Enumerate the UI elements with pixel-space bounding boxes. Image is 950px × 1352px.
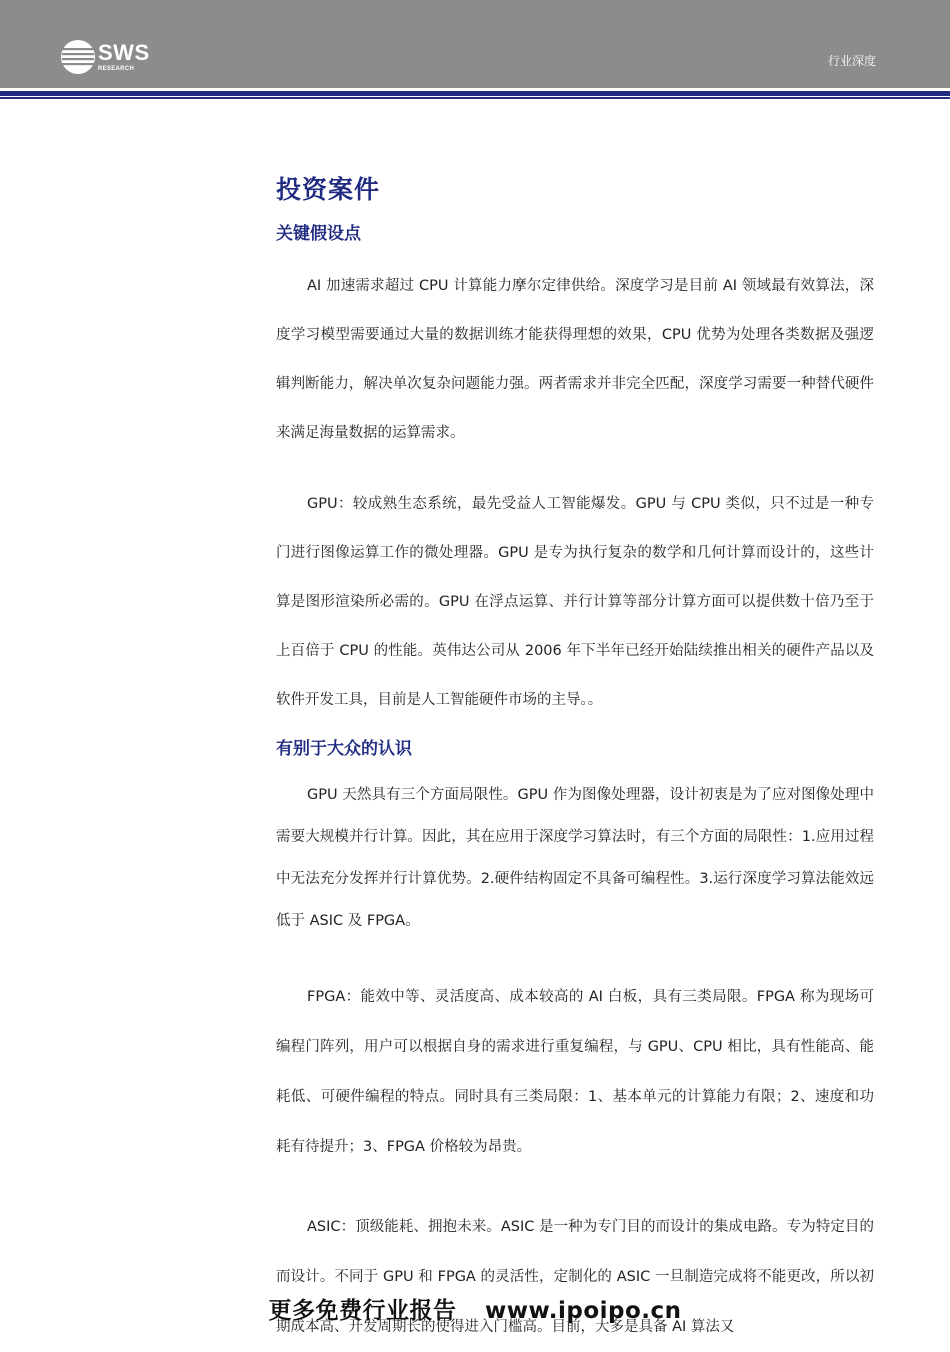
- paragraph-gpu: GPU：较成熟生态系统，最先受益人工智能爆发。GPU 与 CPU 类似，只不过是一种专门进行图像运算工作的微处理器。GPU 是专为执行复杂的数学和几何计算而设计的，这些计算是图形渲染所必需的。GPU 在浮点运算、并行计算等部分计算方面可以提供数十倍乃至于上百倍于 CPU 的性能。英伟达公司从 2006 年下半年已经开始陆续推出相关的硬件产品以及软件开发工具，目前是人工智能硬件市场的主导。。: [276, 496, 874, 708]
- paragraph-fpga: FPGA：能效中等、灵活度高、成本较高的 AI 白板，具有三类局限。FPGA 称为现场可编程门阵列，用户可以根据自身的需求进行重复编程，与 GPU、CPU 相比，具有性能高、能耗低、可硬件编程的特点。同时具有三类局限：1、基本单元的计算能力有限；2、速度和功耗有待提升；3、FPGA 价格较为昂贵。: [276, 989, 874, 1155]
- paragraph-gpu-limits: GPU 天然具有三个方面局限性。GPU 作为图像处理器，设计初衷是为了应对图像处理中需要大规模并行计算。因此，其在应用于深度学习算法时，有三个方面的局限性：1.应用过程中无法充分发挥并行计算优势。2.硬件结构固定不具备可编程性。3.运行深度学习算法能效远低于 ASIC 及 FPGA。: [276, 787, 874, 929]
- logo-text: SWS: [98, 40, 150, 65]
- page-header: [0, 0, 950, 88]
- footer-text: 更多免费行业报告: [268, 1298, 457, 1324]
- page-title: 投资案件: [276, 175, 381, 204]
- section-heading-key-assumptions: 关键假设点: [276, 224, 361, 244]
- main-content: [276, 170, 874, 1352]
- section-heading-different-view: 有别于大众的认识: [276, 739, 412, 759]
- paragraph-ai-demand: AI 加速需求超过 CPU 计算能力摩尔定律供给。深度学习是目前 AI 领域最有效算法，深度学习模型需要通过大量的数据训练才能获得理想的效果，CPU 优势为处理各类数据及强逻辑判断能力，解决单次复杂问题能力强。两者需求并非完全匹配，深度学习需要一种替代硬件来满足海量数据的运算需求。: [276, 278, 874, 441]
- footer-link[interactable]: www.ipoipo.cn: [484, 1298, 682, 1324]
- report-type-tag: 行业深度: [827, 54, 876, 68]
- paragraph-asic: ASIC：顶级能耗、拥抱未来。ASIC 是一种为专门目的而设计的集成电路。专为特定目的而设计。不同于 GPU 和 FPGA 的灵活性，定制化的 ASIC 一旦制造完成将不能更改，所以初期成本高、开发周期长的使得进入门槛高。目前，大多是具备 AI 算法又: [276, 1219, 874, 1335]
- footer-banner: [0, 1292, 950, 1325]
- header-divider: [0, 91, 950, 96]
- logo-subtext: RESEARCH: [98, 66, 135, 72]
- header-divider-thin: [0, 97, 950, 99]
